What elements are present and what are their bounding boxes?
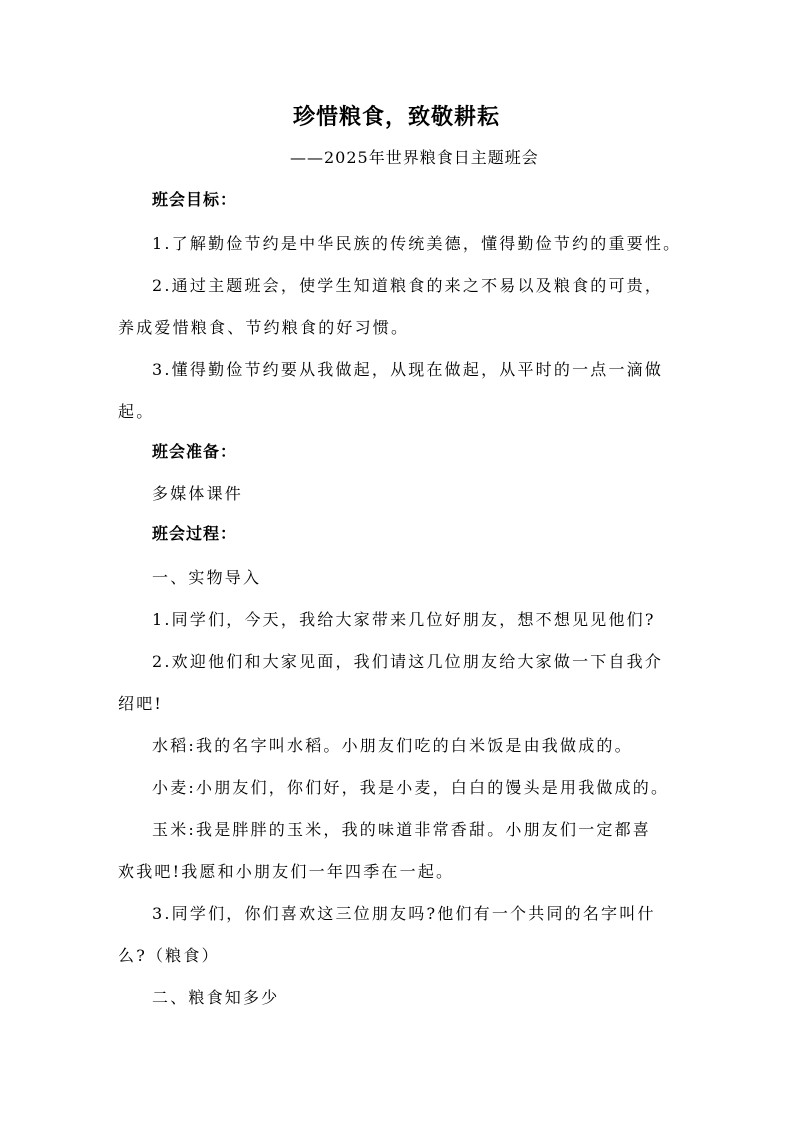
process-part1-title: 一、实物导入 [152,568,262,587]
goals-heading: 班会目标： [152,190,238,209]
process-line-wheat: 小麦:小朋友们，你们好，我是小麦，白白的馒头是用我做成的。 [152,778,670,797]
process-line-3: 3.同学们，你们喜欢这三位朋友吗?他们有一个共同的名字叫什 [152,904,656,923]
goal-item-2: 2.通过主题班会，使学生知道粮食的来之不易以及粮食的可贵， [152,276,664,295]
process-line-corn-cont: 欢我吧!我愿和小朋友们一年四季在一起。 [118,862,455,881]
process-line-2: 2.欢迎他们和大家见面，我们请这几位朋友给大家做一下自我介 [152,652,664,671]
process-part2-title: 二、粮食知多少 [152,988,280,1007]
process-line-rice: 水稻:我的名字叫水稻。小朋友们吃的白米饭是由我做成的。 [152,736,633,755]
process-line-2-cont: 绍吧! [118,694,164,713]
process-line-1: 1.同学们，今天，我给大家带来几位好朋友，想不想见见他们? [152,610,656,629]
preparation-text: 多媒体课件 [152,484,244,503]
process-line-corn: 玉米:我是胖胖的玉米，我的味道非常香甜。小朋友们一定都喜 [152,820,651,839]
goal-item-3-cont: 起。 [118,402,155,421]
document-subtitle: ——2025年世界粮食日主题班会 [290,148,539,167]
goal-item-2-cont: 养成爱惜粮食、节约粮食的好习惯。 [118,318,410,337]
preparation-heading: 班会准备： [152,442,238,461]
process-heading: 班会过程： [152,524,238,543]
document-title: 珍惜粮食，致敬耕耘 [292,105,500,130]
goal-item-1: 1.了解勤俭节约是中华民族的传统美德，懂得勤俭节约的重要性。 [152,234,682,253]
goal-item-3: 3.懂得勤俭节约要从我做起，从现在做起，从平时的一点一滴做 [152,360,664,379]
process-line-3-cont: 么?（粮食） [118,946,220,965]
